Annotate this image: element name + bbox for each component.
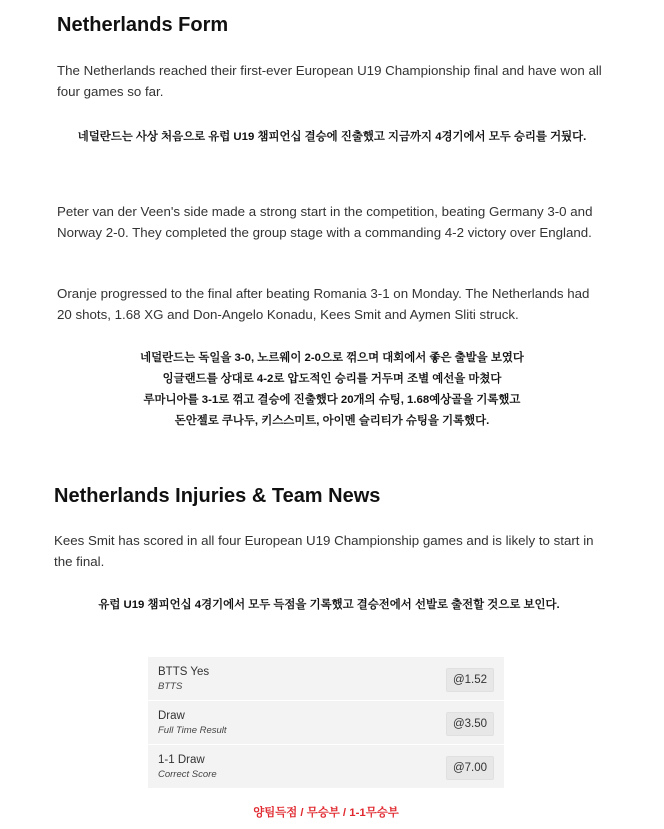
bet-row	[148, 701, 504, 745]
korean-line: 네덜란드는 독일을 3-0, 노르웨이 2-0으로 꺾으며 대회에서 좋은 출발을 보였다	[140, 352, 524, 364]
bet-market-name: Correct Score	[158, 769, 217, 780]
odds-button[interactable]: @3.50	[446, 712, 494, 736]
form-paragraph-1: The Netherlands reached their first-ever European U19 Championship final and have won all four games so far.	[57, 63, 602, 99]
korean-line: 잉글랜드를 상대로 4-2로 압도적인 승리를 거두며 조별 예선을 마쳤다	[162, 373, 502, 385]
korean-line: 루마니아를 3-1로 꺾고 결승에 진출했다 20개의 슈팅, 1.68예상골을 기록했고	[143, 394, 521, 406]
odds-button[interactable]: @7.00	[446, 756, 494, 780]
bets-caption: 양팀득점 / 무승부 / 1-1무승부	[253, 807, 399, 819]
section-title-team-news: Netherlands Injuries & Team News	[54, 485, 381, 507]
bet-row	[148, 657, 504, 701]
bet-market-name: Full Time Result	[158, 725, 227, 736]
form-paragraph-3: Oranje progressed to the final after beating Romania 3-1 on Monday. The Netherlands had 20 shots, 1.68 XG and Don-Angelo Konadu, Kees Smit and Aymen Sliti struck.	[57, 286, 590, 322]
odds-button[interactable]: @1.52	[446, 668, 494, 692]
korean-line: 돈안젤로 쿠나두, 키스스미트, 아이멘 슬리티가 슈팅을 기록했다.	[174, 415, 490, 427]
bet-selection-name: Draw	[158, 710, 185, 722]
team-news-paragraph-1: Kees Smit has scored in all four European U19 Championship games and is likely to start in the final.	[54, 533, 594, 569]
form-paragraph-2: Peter van der Veen's side made a strong start in the competition, beating Germany 3-0 and Norway 2-0. They completed the group stage with a commanding 4-2 victory over England.	[57, 204, 593, 240]
form-korean-summary-2	[57, 348, 607, 432]
bet-row	[148, 745, 504, 788]
team-news-korean-summary: 유럽 U19 챔피언십 4경기에서 모두 득점을 기록했고 결승전에서 선발로 출전할 것으로 보인다.	[98, 599, 560, 611]
section-title-form: Netherlands Form	[57, 14, 229, 36]
bet-selection-name: BTTS Yes	[158, 666, 210, 678]
bet-selection-name: 1-1 Draw	[158, 754, 205, 766]
form-korean-summary-1: 네덜란드는 사상 처음으로 유럽 U19 챔피언십 결승에 진출했고 지금까지 4경기에서 모두 승리를 거뒀다.	[77, 131, 587, 143]
bet-card	[148, 657, 504, 788]
bet-market-name: BTTS	[158, 681, 183, 692]
